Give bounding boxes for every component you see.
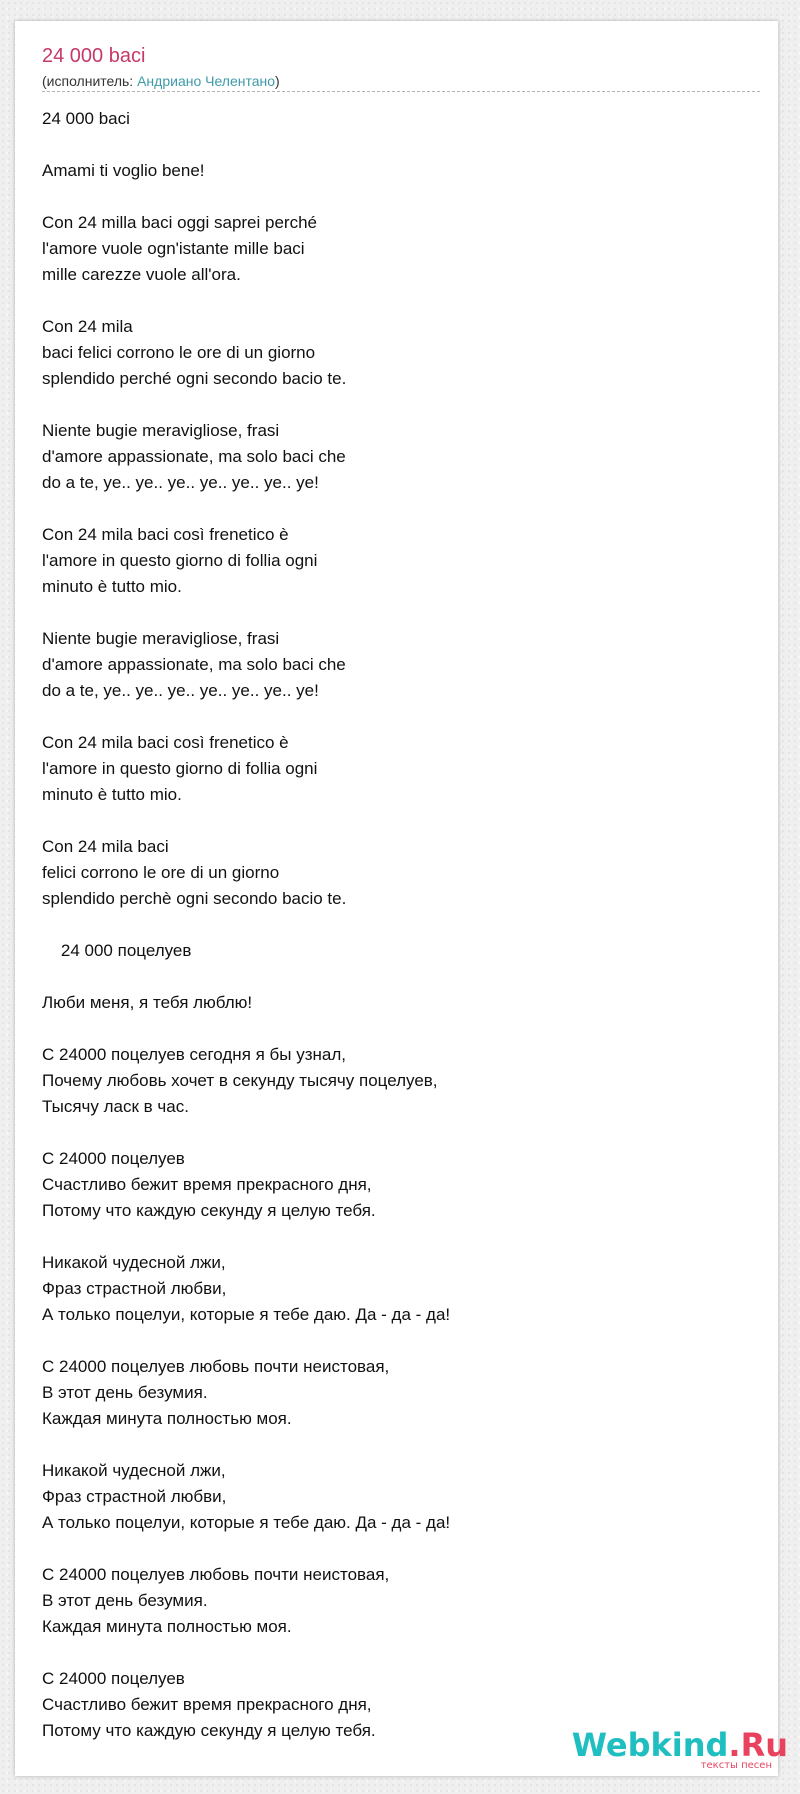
lyric-line: do a te, ye.. ye.. ye.. ye.. ye.. ye.. ye! <box>42 473 319 492</box>
lyric-line: Тысячу ласк в час. <box>42 1097 189 1116</box>
lyric-line: Фраз страстной любви, <box>42 1487 227 1506</box>
lyric-line: l'amore vuole ogn'istante mille baci <box>42 239 305 258</box>
lyric-line: С 24000 поцелуев любовь почти неистовая, <box>42 1565 390 1584</box>
lyrics-card <box>15 21 788 1776</box>
stanza-gap <box>42 184 742 210</box>
lyric-line: l'amore in questo giorno di follia ogni <box>42 551 318 570</box>
stanza-gap <box>42 808 742 834</box>
stanza-gap <box>42 964 742 990</box>
lyric-line: Con 24 mila baci così frenetico è <box>42 525 289 544</box>
lyric-line: d'amore appassionate, ma solo baci che <box>42 655 346 674</box>
lyric-line: minuto è tutto mio. <box>42 577 182 596</box>
lyric-line: С 24000 поцелуев <box>42 1669 185 1688</box>
lyric-line: В этот день безумия. <box>42 1383 208 1402</box>
lyric-line: С 24000 поцелуев <box>42 1149 185 1168</box>
lyric-line: l'amore in questo giorno di follia ogni <box>42 759 318 778</box>
lyric-line: do a te, ye.. ye.. ye.. ye.. ye.. ye.. ye! <box>42 681 319 700</box>
lyric-line: Каждая минута полностью моя. <box>42 1409 292 1428</box>
logo-tagline: тексты песен <box>700 1760 772 1771</box>
stanza-gap <box>42 1432 742 1458</box>
lyric-line: С 24000 поцелуев сегодня я бы узнал, <box>42 1045 347 1064</box>
stanza-gap <box>42 288 742 314</box>
stanza-gap <box>42 1328 742 1354</box>
lyric-line: Con 24 milla baci oggi saprei perché <box>42 213 317 232</box>
artist-link[interactable]: Андриано Челентано <box>137 73 276 89</box>
artist-line <box>42 72 280 90</box>
logo-word: Webkind <box>571 1726 729 1764</box>
artist-prefix: (исполнитель: <box>42 73 138 89</box>
lyric-line: Каждая минута полностью моя. <box>42 1617 292 1636</box>
lyric-line: splendido perché ogni secondo bacio te. <box>42 369 347 388</box>
artist-suffix: ) <box>275 73 280 89</box>
lyric-line: splendido perchè ogni secondo bacio te. <box>42 889 347 908</box>
stanza-gap <box>42 1016 742 1042</box>
stanza-gap <box>42 392 742 418</box>
lyric-line: Никакой чудесной лжи, <box>42 1253 226 1272</box>
lyric-line: Niente bugie meravigliose, frasi <box>42 421 280 440</box>
lyric-line: Люби меня, я тебя люблю! <box>42 993 253 1012</box>
lyric-line: В этот день безумия. <box>42 1591 208 1610</box>
lyric-line: felici corrono le ore di un giorno <box>42 863 280 882</box>
stanza-gap <box>42 496 742 522</box>
lyric-line: Фраз страстной любви, <box>42 1279 227 1298</box>
lyric-line: d'amore appassionate, ma solo baci che <box>42 447 346 466</box>
lyric-line: 24 000 baci <box>42 109 130 128</box>
lyric-line: Счастливо бежит время прекрасного дня, <box>42 1175 372 1194</box>
song-title: 24 000 baci <box>42 45 146 67</box>
lyric-line: minuto è tutto mio. <box>42 785 182 804</box>
lyric-line: Con 24 mila baci così frenetico è <box>42 733 289 752</box>
lyric-line: 24 000 поцелуев <box>42 941 192 960</box>
stanza-gap <box>42 600 742 626</box>
lyric-line: С 24000 поцелуев любовь почти неистовая, <box>42 1357 390 1376</box>
lyric-line: Niente bugie meravigliose, frasi <box>42 629 280 648</box>
lyric-line: А только поцелуи, которые я тебе даю. Да - да - да! <box>42 1513 451 1532</box>
stanza-gap <box>42 1224 742 1250</box>
lyric-line: Потому что каждую секунду я целую тебя. <box>42 1721 376 1740</box>
lyric-line: Никакой чудесной лжи, <box>42 1461 226 1480</box>
site-logo[interactable] <box>571 1726 788 1771</box>
lyric-line: mille carezze vuole all'ora. <box>42 265 241 284</box>
lyric-line: А только поцелуи, которые я тебе даю. Да - да - да! <box>42 1305 451 1324</box>
stanza-gap <box>42 912 742 938</box>
title-divider <box>42 91 760 92</box>
lyric-line: Con 24 mila baci <box>42 837 169 856</box>
lyric-line: Счастливо бежит время прекрасного дня, <box>42 1695 372 1714</box>
lyric-line: Почему любовь хочет в секунду тысячу поцелуев, <box>42 1071 438 1090</box>
stanza-gap <box>42 132 742 158</box>
lyrics-body <box>42 106 742 1744</box>
stanza-gap <box>42 1536 742 1562</box>
logo-wordmark <box>572 1727 788 1763</box>
lyric-line: Con 24 mila <box>42 317 133 336</box>
lyric-line: Amami ti voglio bene! <box>42 161 205 180</box>
lyric-line: baci felici corrono le ore di un giorno <box>42 343 316 362</box>
stanza-gap <box>42 1640 742 1666</box>
stanza-gap <box>42 704 742 730</box>
lyric-line: Потому что каждую секунду я целую тебя. <box>42 1201 376 1220</box>
logo-tld: .Ru <box>728 1726 788 1764</box>
stanza-gap <box>42 1120 742 1146</box>
